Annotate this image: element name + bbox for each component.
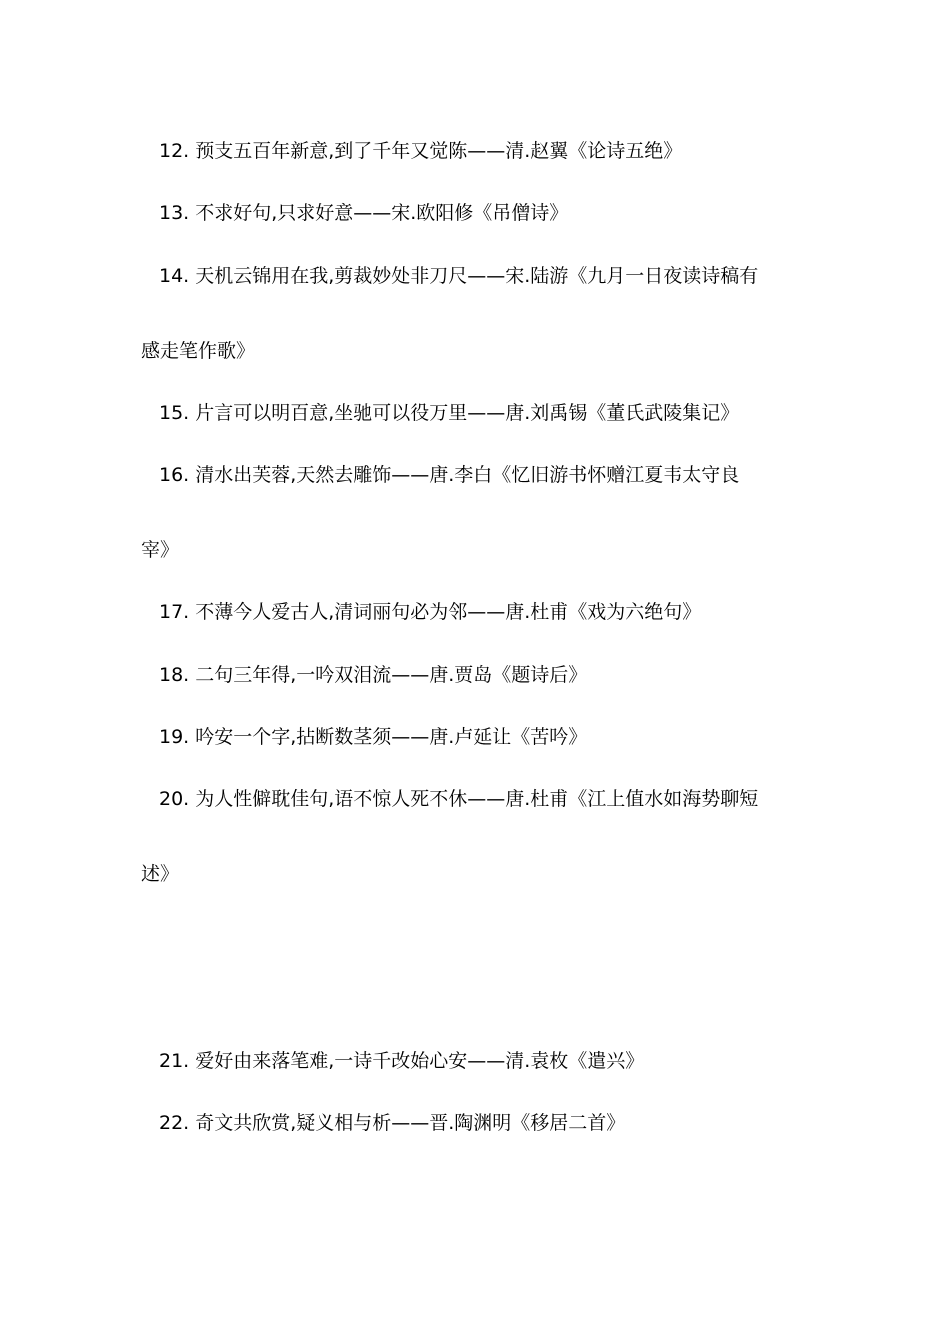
list-item-continuation: 述》: [141, 863, 180, 885]
item-text: 不求好句,只求好意——宋.欧阳修《吊僧诗》: [195, 202, 569, 224]
item-text: 吟安一个字,拈断数茎须——唐.卢延让《苦吟》: [195, 726, 588, 748]
item-number: 21.: [159, 1050, 190, 1072]
list-item: [141, 1049, 839, 1073]
list-item: [141, 600, 839, 624]
list-item-continuation: 感走笔作歌》: [141, 340, 256, 362]
list-item: [141, 264, 839, 288]
list-item: [141, 401, 839, 425]
item-text: 爱好由来落笔难,一诗千改始心安——清.袁枚《遣兴》: [195, 1050, 645, 1072]
item-number: 22.: [159, 1112, 190, 1134]
item-number: 13.: [159, 202, 190, 224]
item-text: 清水出芙蓉,天然去雕饰——唐.李白《忆旧游书怀赠江夏韦太守良: [195, 464, 740, 486]
item-number: 19.: [159, 726, 190, 748]
list-item: [141, 787, 839, 811]
list-item: [141, 725, 839, 749]
item-number: 18.: [159, 664, 190, 686]
item-text: 不薄今人爱古人,清词丽句必为邻——唐.杜甫《戏为六绝句》: [195, 601, 702, 623]
item-number: 16.: [159, 464, 190, 486]
item-number: 14.: [159, 265, 190, 287]
item-text: 奇文共欣赏,疑义相与析——晋.陶渊明《移居二首》: [195, 1112, 626, 1134]
item-text: 天机云锦用在我,剪裁妙处非刀尺——宋.陆游《九月一日夜读诗稿有: [195, 265, 759, 287]
item-number: 17.: [159, 601, 190, 623]
item-number: 20.: [159, 788, 190, 810]
list-item: [141, 201, 839, 225]
list-item: [141, 463, 839, 487]
list-item: [141, 663, 839, 687]
item-text: 片言可以明百意,坐驰可以役万里——唐.刘禹锡《董氏武陵集记》: [195, 402, 740, 424]
list-item: [141, 139, 839, 163]
item-number: 15.: [159, 402, 190, 424]
item-number: 12.: [159, 140, 190, 162]
item-text: 为人性僻耽佳句,语不惊人死不休——唐.杜甫《江上值水如海势聊短: [195, 788, 759, 810]
item-text: 预支五百年新意,到了千年又觉陈——清.赵翼《论诗五绝》: [195, 140, 683, 162]
list-item: [141, 1111, 839, 1135]
item-text: 二句三年得,一吟双泪流——唐.贾岛《题诗后》: [195, 664, 588, 686]
list-item-continuation: 宰》: [141, 539, 180, 561]
